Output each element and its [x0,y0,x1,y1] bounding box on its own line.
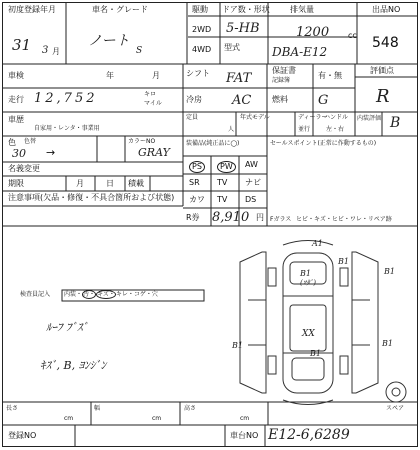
height-cm: cm [240,415,250,422]
deadline-label: 期限 [8,179,24,188]
dmg-b1a: B1 [300,269,311,278]
hw-model: DBA-E12 [272,45,328,59]
equip-tv: TV [217,177,228,187]
date-month: 月 [76,179,84,188]
lot-no-label: 出品NO [372,5,401,14]
color-label: 色 [8,138,16,147]
equip-tv: TV [217,195,228,204]
date-day: 日 [106,179,114,188]
month-unit: 月 [52,47,60,56]
inspect-opt-3: キレ・ [115,291,134,298]
width-cm: cm [152,415,162,422]
dmg-a1: A1 [312,239,323,248]
equip-aw: AW [245,160,258,169]
equip-ナビ: ナビ [245,177,261,187]
hw-score: R [376,86,390,107]
dealer-label: ディーラー [298,114,328,121]
hw-shift: FAT [226,71,252,86]
equip-ds: DS [245,195,257,204]
spare-label: スペア [386,405,405,412]
color-no-label: カラーNO [128,138,156,145]
length-cm: cm [64,415,74,422]
equip-ps: PS [189,161,205,173]
hw-car-name: ノート [88,33,130,49]
equipment-label: 装備品(純正品に◯) [186,140,240,147]
shift-label: シフト [186,69,210,78]
use-sub: 自家用・レンタ・事業用 [34,125,100,132]
car-name-label: 車名・グレード [92,5,148,14]
recycle-label: R券 [186,213,200,222]
hw-mileage: 12,752 [34,91,98,106]
handle-label: ハンドル [324,114,349,121]
drive-2wd: 2WD [192,25,212,34]
hw-chassis: E12-6,6289 [268,427,350,443]
km-unit: キロ [144,91,157,98]
drive-4wd: 4WD [192,45,212,54]
hw-color-from: 30 [12,147,26,160]
inspect-opt-2: キズ・ [97,291,115,298]
fuel-label: 燃料 [272,95,288,104]
hw-note1: ﾙｰﾌ ﾌﾞｽﾞ [46,321,88,334]
capacity-label: 定員 [186,114,199,121]
lot-no-value: 548 [372,35,399,51]
inspect-opt-4: コゲ・ [133,291,152,298]
dmg-b1f: B1 [310,349,321,358]
mile-unit: マイル [144,100,162,107]
interior-eval-label: 内装評価 [357,115,382,122]
height-label: 高さ [184,405,197,412]
warranty-sub: 記録簿 [272,77,291,84]
inspect-options [64,292,158,298]
mileage-label: 走行 [8,95,24,104]
dmg-b1c: B1 [384,267,395,276]
displacement-label: 排気量 [290,5,314,14]
glass-options: ヒビ・キズ・ヒビ・ワレ・リペア跡 [296,216,392,223]
equip-pw: PW [217,161,236,173]
sellpoint-label: セールスポイント(正常に作動するもの) [270,140,377,147]
reg-no-label: 登録NO [8,431,37,440]
first-reg-label: 初度登録年月 [8,5,56,14]
dmg-b1-note: (ﾏﾀﾞ) [300,279,316,287]
import-label: 並行 [298,126,311,133]
chassis-label: 車台NO [230,431,259,440]
hw-interior: B [390,115,401,131]
hw-year: 31 [12,36,32,54]
hw-grade: S [136,46,143,56]
dmg-b1b: B1 [338,257,349,266]
caution-label: 注意事項(欠品・修復・不具合箇所および状態) [8,193,175,202]
hw-door-shape: 5-HB [226,21,260,36]
shaken-year: 年 [106,71,114,80]
dmg-b1d: B1 [232,341,243,350]
aircon-label: 冷房 [186,95,202,104]
doc-change-label: 名義変更 [8,164,40,173]
dmg-xx: XX [302,329,315,339]
hw-displacement: 1200 [296,25,330,40]
hw-note2: ｷｽﾞ, B, ﾖﾝｼﾞﾝ [40,359,107,372]
warranty-yesno: 有・無 [318,71,342,80]
use-label: 車歴 [8,115,24,124]
loading-label: 積載 [128,179,144,188]
door-shape-label: ドア数・形状 [222,5,270,14]
hw-month: 3 [42,45,49,56]
eval-label: 評価点 [370,66,394,75]
yen-unit: 円 [256,213,264,222]
cc-unit: cc [348,31,357,40]
equip-カワ: カワ [189,195,205,204]
hw-fuel: G [318,93,329,108]
shaken-label: 車検 [8,71,24,80]
inspect-opt-1: 汚・ [83,291,96,298]
color-change-label: 色替 [24,138,37,145]
inspect-opt-0: 内装・ [64,291,83,298]
drive-label: 駆動 [192,5,208,14]
hw-aircon: AC [232,93,252,108]
shaken-month: 月 [152,71,160,80]
lr-label: 左・右 [326,126,345,133]
prev-model-label: 年式モデル [240,114,270,121]
arrow-icon: → [46,146,56,159]
equip-sr: SR [189,177,200,187]
width-label: 幅 [94,405,101,412]
warranty-label: 保証書 [272,66,296,75]
model-label: 型式 [224,43,240,52]
dmg-b1e: B1 [382,339,393,348]
person-unit: 人 [228,126,235,133]
hw-recycle: 8,910 [212,210,250,225]
glass-label: Fガラス [270,216,292,223]
inspector-label: 検査員記入 [20,291,51,298]
hw-color-to: GRAY [138,146,170,159]
inspect-opt-5: 穴 [151,291,158,298]
length-label: 長さ [6,405,19,412]
